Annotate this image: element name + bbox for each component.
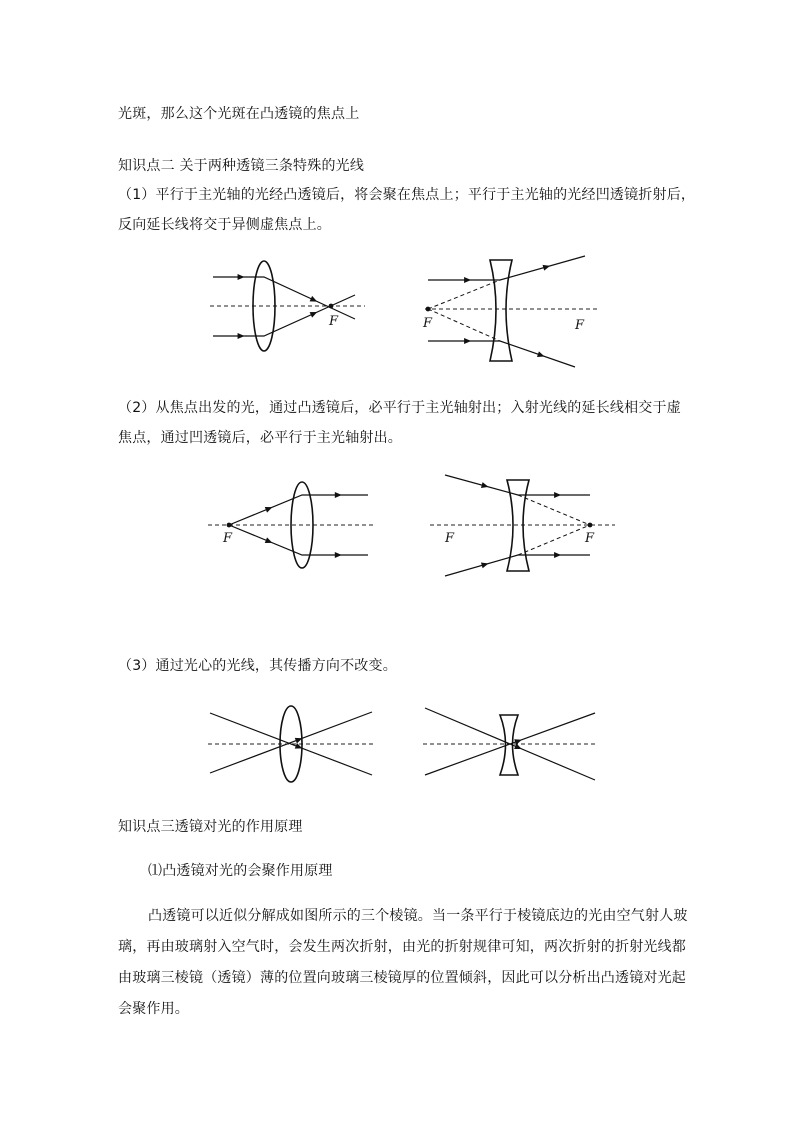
ray bbox=[229, 525, 368, 555]
arrowhead bbox=[238, 274, 245, 280]
kp3-heading: 知识点三透镜对光的作用原理 bbox=[118, 819, 303, 835]
ray bbox=[445, 555, 590, 576]
paragraph-line2: 璃，再由玻璃射入空气时，会发生两次折射，由光的折射规律可知，两次折射的折射光线都 bbox=[118, 939, 686, 955]
item1-line1: （1）平行于主光轴的光经凸透镜后，将会聚在焦点上；平行于主光轴的光经凹透镜折射后， bbox=[118, 187, 696, 203]
arrowhead bbox=[238, 333, 245, 339]
item3-line1: （3）通过光心的光线，其传播方向不改变。 bbox=[118, 658, 397, 674]
ray bbox=[213, 277, 355, 319]
item2-line2: 焦点，通过凹透镜后，必平行于主光轴射出。 bbox=[118, 430, 402, 446]
item2-line1: （2）从焦点出发的光，通过凸透镜后，必平行于主光轴射出；入射光线的延长线相交于虚 bbox=[118, 400, 681, 416]
ray bbox=[428, 341, 575, 367]
focus-label-left: F bbox=[423, 316, 433, 331]
kp2-heading: 知识点二 关于两种透镜三条特殊的光线 bbox=[118, 158, 365, 174]
ray bbox=[210, 713, 372, 775]
figure-concave-parallel bbox=[420, 253, 600, 368]
arrowhead bbox=[265, 537, 273, 543]
arrowhead bbox=[543, 265, 551, 271]
figure-concave-to-focus bbox=[425, 470, 620, 580]
paragraph-line4: 会聚作用。 bbox=[118, 1001, 189, 1017]
arrowhead bbox=[464, 338, 471, 344]
focus-label: F bbox=[329, 314, 339, 329]
arrowhead bbox=[464, 277, 471, 283]
arrowhead bbox=[335, 492, 342, 498]
focal-point bbox=[588, 523, 593, 528]
virtual-ray bbox=[518, 525, 590, 555]
ray bbox=[425, 713, 595, 775]
paragraph-line3: 由玻璃三棱镜（透镜）薄的位置向玻璃三棱镜厚的位置倾斜，因此可以分析出凸透镜对光起 bbox=[118, 970, 686, 986]
figure-concave-center bbox=[420, 703, 600, 793]
ray bbox=[229, 495, 368, 525]
figure-convex-center bbox=[205, 703, 380, 793]
focus-label-right: F bbox=[585, 531, 595, 546]
sub1-heading: ⑴凸透镜对光的会聚作用原理 bbox=[148, 863, 333, 879]
focal-point bbox=[426, 307, 431, 312]
focal-point bbox=[329, 304, 334, 309]
figure-convex-from-focus bbox=[205, 478, 380, 578]
virtual-ray bbox=[428, 280, 500, 309]
arrowhead bbox=[554, 552, 561, 558]
intro-tail-text: 光斑，那么这个光斑在凸透镜的焦点上 bbox=[118, 106, 360, 122]
arrowhead bbox=[265, 507, 273, 513]
focus-label: F bbox=[223, 531, 233, 546]
arrowhead bbox=[335, 552, 342, 558]
ray bbox=[445, 475, 590, 495]
focal-point bbox=[227, 523, 232, 528]
focus-label-left: F bbox=[445, 531, 455, 546]
arrowhead bbox=[481, 563, 489, 569]
ray bbox=[210, 712, 372, 773]
virtual-ray bbox=[428, 309, 500, 341]
virtual-ray bbox=[518, 495, 590, 525]
arrowhead bbox=[554, 492, 561, 498]
arrowhead bbox=[537, 351, 545, 357]
focus-label-right: F bbox=[575, 318, 585, 333]
item1-line2: 反向延长线将交于异侧虚焦点上。 bbox=[118, 217, 331, 233]
convex-lens bbox=[253, 261, 275, 351]
paragraph-line1: 凸透镜可以近似分解成如图所示的三个棱镜。当一条平行于棱镜底边的光由空气射人玻 bbox=[148, 908, 688, 924]
concave-lens bbox=[490, 260, 512, 361]
figure-convex-parallel bbox=[205, 255, 370, 360]
